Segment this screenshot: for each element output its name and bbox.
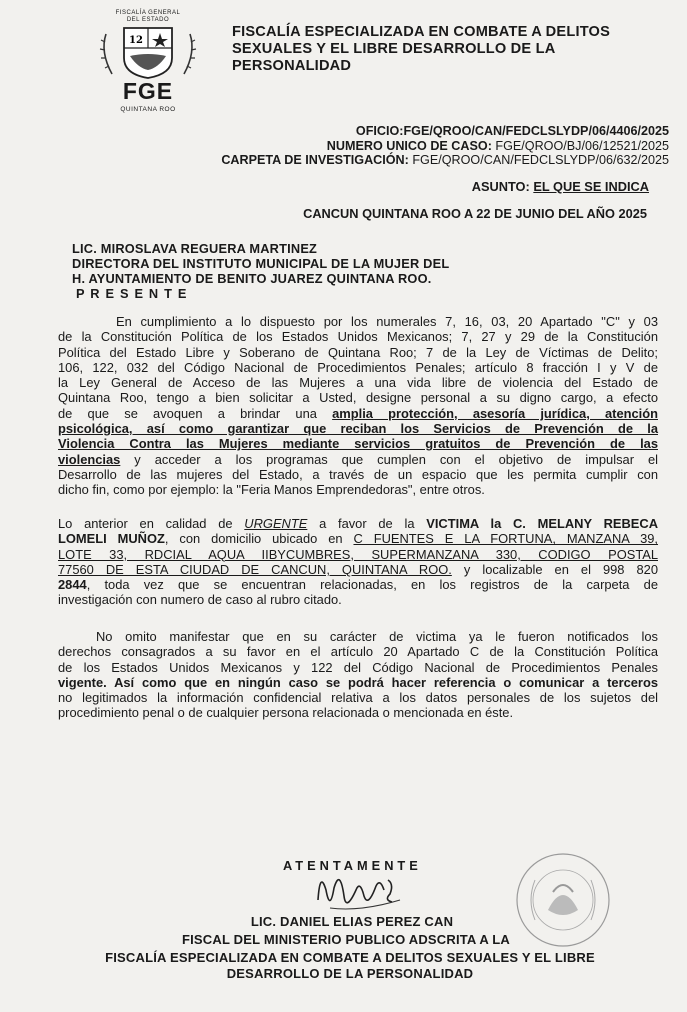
p3-line: de los Estados Unidos Mexicanos y 122 del Código Nacional de Procedimientos Penales bbox=[58, 659, 658, 675]
p3-line: procedimiento penal o de cualquier persona relacionada o mencionada en éste. bbox=[58, 705, 514, 721]
p1-line bbox=[58, 406, 658, 421]
p1-line: 106, 122, 032 del Código Nacional de Procedimientos Penales; artículo 8 fracción I y V de bbox=[58, 359, 658, 375]
p1-text: y acceder a los programas que cumplen con el objetivo de impulsar el bbox=[120, 451, 658, 467]
p2-text: a favor de la bbox=[307, 516, 427, 531]
p2-line bbox=[58, 531, 658, 546]
signer-name: LIC. DANIEL ELIAS PEREZ CAN bbox=[250, 914, 454, 929]
header-title-line-1: FISCALÍA ESPECIALIZADA EN COMBATE A DELITOS bbox=[232, 24, 611, 40]
p1-line: Quintana Roo, tengo a bien solicitar a Usted, designe personal a su digno cargo, a efecto bbox=[58, 390, 658, 406]
victim-phone-end: 2844 bbox=[58, 577, 87, 593]
p3-emphasis: Así como que en ningún caso se podrá hacer referencia o comunicar a terceros bbox=[106, 674, 658, 690]
addressee-name: LIC. MIROSLAVA REGUERA MARTINEZ bbox=[72, 241, 318, 256]
investigation-folder-label: CARPETA DE INVESTIGACIÓN: bbox=[221, 153, 409, 167]
p3-line: No omito manifestar que en su carácter de victima ya le fueron notificados los bbox=[96, 629, 658, 644]
p3-line bbox=[58, 675, 658, 690]
p2-line bbox=[58, 577, 658, 592]
victim-name: VICTIMA la C. MELANY REBECA bbox=[426, 516, 659, 531]
addressee-presente: P R E S E N T E bbox=[76, 286, 188, 301]
p1-emphasis: violencias bbox=[58, 451, 121, 467]
p2-text: Lo anterior en calidad de bbox=[58, 516, 245, 531]
case-number-value: FGE/QROO/BJ/06/12521/2025 bbox=[495, 139, 669, 153]
header-title-line-3: PERSONALIDAD bbox=[232, 58, 352, 74]
victim-address-line: LOTE 33, RDCIAL AQUA IIBYCUMBRES, SUPERMANZANA 330, CODIGO POSTAL bbox=[58, 546, 658, 562]
place-and-date: CANCUN QUINTANA ROO A 22 DE JUNIO DEL AÑO 2025 bbox=[303, 206, 647, 221]
victim-address: C FUENTES E LA FORTUNA, MANZANA 39, bbox=[353, 531, 659, 547]
signer-role-line-3: DESARROLLO DE LA PERSONALIDAD bbox=[226, 966, 474, 981]
p3-line: no legitimados la información confidencial relativa a los datos personales de los sujetos del bbox=[58, 690, 658, 706]
signer-role-line-2: FISCALÍA ESPECIALIZADA EN COMBATE A DELITOS SEXUALES Y EL LIBRE bbox=[105, 950, 595, 965]
p3-line: derechos consagrados a su favor en el artículo 20 Apartado C de la Constitución Política bbox=[58, 644, 658, 660]
p1-line: En cumplimiento a lo dispuesto por los numerales 7, 16, 03, 20 Apartado "C" y 03 bbox=[116, 314, 658, 329]
p1-line: dicho fin, como por ejemplo: la "Feria Manos Emprendedoras", entre otros. bbox=[58, 482, 485, 498]
victim-surname: LOMELI MUÑOZ bbox=[58, 531, 165, 547]
closing-atentamente: ATENTAMENTE bbox=[283, 858, 422, 873]
paragraph-3 bbox=[58, 629, 658, 721]
paragraph-2 bbox=[58, 516, 658, 608]
logo-bottom-text: QUINTANA ROO bbox=[120, 106, 176, 113]
p2-text: y localizable en el 998 820 bbox=[451, 561, 658, 577]
p2-line: investigación con numero de caso al rubro citado. bbox=[58, 592, 342, 608]
svg-text:12: 12 bbox=[129, 35, 143, 46]
p1-line bbox=[58, 452, 658, 467]
header-title-line-2: SEXUALES Y EL LIBRE DESARROLLO DE LA bbox=[232, 41, 556, 57]
p2-line bbox=[58, 562, 658, 577]
case-number-label: NUMERO UNICO DE CASO: bbox=[326, 139, 492, 153]
fge-logo bbox=[96, 8, 200, 114]
addressee-role: DIRECTORA DEL INSTITUTO MUNICIPAL DE LA MUJER DEL bbox=[72, 256, 450, 271]
logo-top-text: FISCALÍA GENERAL bbox=[115, 10, 181, 16]
header-title bbox=[232, 24, 652, 75]
urgent-flag: URGENTE bbox=[244, 516, 308, 531]
subject-label: ASUNTO: bbox=[471, 179, 530, 194]
p1-line: Desarrollo de las mujeres del Estado, a través de un espacio que les permita cumplir con bbox=[58, 466, 658, 482]
investigation-folder bbox=[221, 153, 669, 167]
oficio-number: OFICIO:FGE/QROO/CAN/FEDCLSLYDP/06/4406/2025 bbox=[355, 124, 669, 138]
logo-top-text-2: DEL ESTADO bbox=[126, 17, 170, 23]
p2-text: , toda vez que se encuentran relacionadas, en los registros de la carpeta de bbox=[86, 577, 658, 593]
case-number bbox=[327, 139, 669, 153]
addressee-institution: H. AYUNTAMIENTO DE BENITO JUAREZ QUINTANA ROO. bbox=[72, 271, 432, 286]
subject-line bbox=[472, 179, 649, 194]
paragraph-1 bbox=[58, 314, 658, 498]
p1-line: de la Constitución Política de los Estados Unidos Mexicanos; 7, 27 y 29 de la Constitución bbox=[58, 329, 658, 345]
subject-value: EL QUE SE INDICA bbox=[533, 179, 649, 194]
p1-emphasis: amplia protección, asesoría jurídica, atención bbox=[332, 405, 658, 421]
investigation-folder-value: FGE/QROO/CAN/FEDCLSLYDP/06/632/2025 bbox=[412, 153, 669, 167]
shield-emblem-icon bbox=[96, 22, 200, 80]
p2-line bbox=[58, 516, 658, 531]
p1-line: Política del Estado Libre y Soberano de Quintana Roo; 7 de la Ley de Víctimas de Delito; bbox=[58, 344, 658, 360]
p1-emphasis-line: psicológica, así como garantizar que reciban los Servicios de Prevención de la bbox=[58, 421, 658, 437]
logo-acronym: FGE bbox=[122, 78, 174, 104]
p1-line: la Ley General de Acceso de las Mujeres a una vida libre de violencia del Estado de bbox=[58, 375, 658, 391]
victim-address-city: 77560 DE ESTA CIUDAD DE CANCUN, QUINTANA ROO. bbox=[58, 561, 452, 577]
p3-emphasis: vigente. bbox=[58, 674, 107, 690]
signer-role-line-1: FISCAL DEL MINISTERIO PUBLICO ADSCRITA A LA bbox=[181, 932, 511, 947]
p1-emphasis-line: Violencia Contra las Mujeres mediante servicios gratuitos de Prevención de las bbox=[58, 436, 658, 452]
p1-text: de que se avoquen a brindar una bbox=[58, 405, 317, 421]
p2-text: , con domicilio ubicado en bbox=[164, 531, 354, 547]
